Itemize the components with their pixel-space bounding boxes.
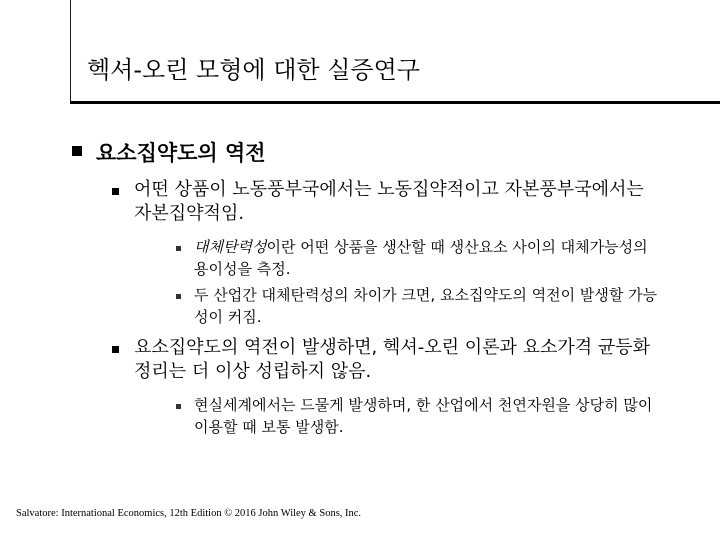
list-item: [112, 336, 712, 384]
item-text: 어떤 상품이 노동풍부국에서는 노동집약적이고 자본풍부국에서는 자본집약적임.: [134, 179, 644, 224]
list-item: [176, 236, 712, 280]
square-bullet-icon: [112, 188, 119, 195]
title-bar: [0, 0, 720, 105]
slide-title: 헥셔-오린 모형에 대한 실증연구: [87, 56, 420, 84]
item-text: 현실세계에서는 드물게 발생하며, 한 산업에서 천연자원을 상당히 많이 이용할 때 보통 발생함.: [194, 396, 653, 436]
square-bullet-icon: [176, 404, 181, 409]
item-text: 두 산업간 대체탄력성의 차이가 크면, 요소집약도의 역전이 발생할 가능성이 커짐.: [194, 286, 658, 326]
heading-row: [72, 138, 712, 168]
emphasis-term: 대체탄력성: [194, 238, 267, 256]
footer-citation: Salvatore: International Economics, 12th Edition © 2016 John Wiley & Sons, Inc.: [16, 508, 362, 519]
list-item: [112, 178, 712, 226]
list-item: [176, 394, 712, 438]
title-underline: [70, 101, 720, 104]
title-left-rule: [70, 0, 71, 104]
item-text: [194, 236, 664, 280]
section-heading: 요소집약도의 역전: [96, 141, 266, 165]
square-bullet-icon: [72, 146, 82, 156]
list-item: [176, 284, 712, 328]
content-section: [72, 138, 712, 438]
item-text: 요소집약도의 역전이 발생하면, 헥셔-오린 이론과 요소가격 균등화 정리는 더 이상 성립하지 않음.: [134, 337, 651, 382]
square-bullet-icon: [176, 246, 181, 251]
square-bullet-icon: [112, 346, 119, 353]
item-text-rest: 이란 어떤 상품을 생산할 때 생산요소 사이의 대체가능성의 용이성을 측정.: [194, 238, 648, 278]
square-bullet-icon: [176, 294, 181, 299]
